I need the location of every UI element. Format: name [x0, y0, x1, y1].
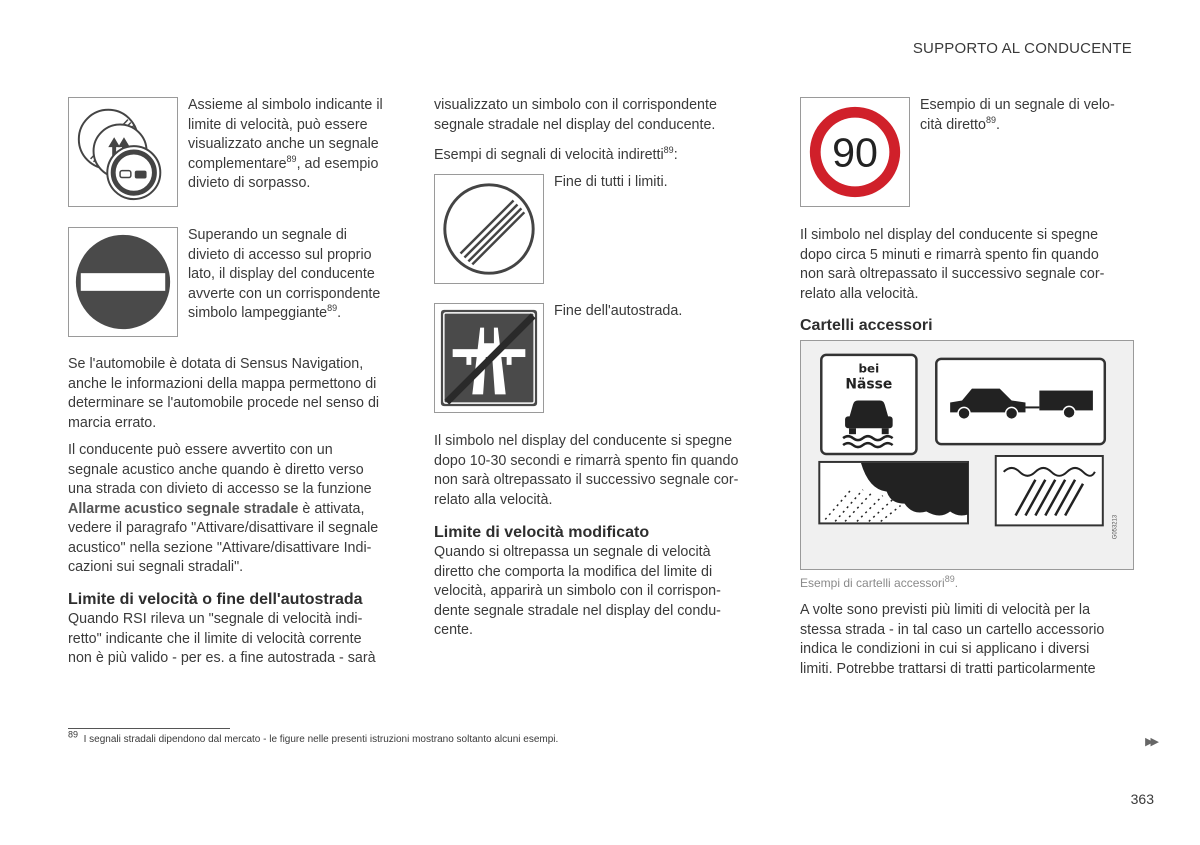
rsi-paragraph: Quando RSI rileva un "segnale di velocità indi- retto" indicante che il limite di velocità corrente non è più valido - per es. a fine autostrada - sarà [68, 611, 376, 666]
heading-speed-limit-end: Limite di velocità o fine dell'autostrada [68, 591, 363, 608]
speed-value: 90 [832, 129, 878, 176]
footnote-ref[interactable]: 89 [985, 114, 996, 125]
footnote-text: I segnali stradali dipendono dal mercato - le figure nelle presenti istruzioni mostrano soltanto alcuni esempi. [83, 734, 559, 745]
overtaking-signs-figure [68, 97, 178, 207]
no-entry-sign-figure [68, 227, 178, 337]
end-of-all-limits-sign-figure [434, 174, 544, 284]
section-title: SUPPORTO AL CONDUCENTE [912, 40, 1132, 57]
accessory-signs-figure [800, 340, 1134, 570]
display-continuation-paragraph: visualizzato un simbolo con il corrispondente segnale stradale nel display del conducente. [434, 97, 717, 133]
speed-90-sign-figure [800, 97, 910, 207]
modified-limit-paragraph: Quando si oltrepassa un segnale di velocità diretto che comporta la modifica del limite di velocità, apparirà un simbolo con il corrispon- dente segnale stradale nel display del condu- cente. [434, 544, 721, 638]
end-of-motorway-label: Fine dell'autostrada. [554, 303, 683, 319]
multiple-limits-paragraph: A volte sono previsti più limiti di velocità per la stessa strada - in tal caso un cartello accessorio indica le condizioni in cui si applicano i diversi limiti. Potrebbe trattarsi di tratti particolarmente [800, 602, 1105, 677]
overtaking-paragraph: Assieme al simbolo indicante il limite di velocità, può essere visualizzato anche un segnale complementare$^{89}$, ad esempio divieto di sorpasso. [188, 97, 383, 191]
direct-example-paragraph: Esempio di un segnale di velo- cità diretto$^{89}$. [920, 97, 1115, 133]
end-of-all-limits-label: Fine di tutti i limiti. [554, 174, 668, 190]
no-entry-paragraph: Superando un segnale di divieto di accesso sul proprio lato, il display del conducente avverte con un corrispondente simbolo lampeggiante$^{89}$. [188, 227, 381, 321]
footnote-rule [68, 728, 230, 729]
navigation-paragraph: Se l'automobile è dotata di Sensus Navigation, anche le informazioni della mappa permettono di determinare se l'automobile procede nel senso di marcia errato. [68, 356, 380, 431]
page-number: 363 [1130, 791, 1154, 807]
footnote-ref[interactable]: 89 [944, 574, 955, 584]
accessory-text-nasse: Nässe [845, 376, 893, 393]
acoustic-alarm-paragraph: Il conducente può essere avvertito con un segnale acustico anche quando è diretto verso una strada con divieto di accesso se la funzione Allarme acustico segnale stradale è attivata, vedere il paragrafo "Attivare/disattivare il segnale acustico" nella sezione "Attivare/disattivare Indi- cazioni sui segnali stradali". [68, 442, 379, 575]
heading-modified-limit: Limite di velocità modificato [434, 524, 650, 541]
figure-code: G053213 [1112, 514, 1119, 540]
heading-accessory-signs: Cartelli accessori [800, 317, 933, 334]
symbol-off-paragraph-2: Il simbolo nel display del conducente si spegne dopo circa 5 minuti e rimarrà spento fin quando non sarà oltrepassato il successivo segnale cor- relato alla velocità. [800, 227, 1105, 302]
indirect-examples-paragraph: Esempi di segnali di velocità indiretti$^{89}$: [434, 145, 678, 163]
footnote-ref[interactable]: 89 [286, 153, 297, 164]
footnote [68, 729, 559, 745]
accessory-text-bei: bei [858, 361, 880, 376]
end-of-motorway-sign-figure [434, 303, 544, 413]
double-triangle-right-icon[interactable]: ▶▶ [1145, 736, 1156, 748]
alarm-function-link[interactable]: Allarme acustico segnale stradale [68, 500, 299, 517]
footnote-number: 89 [68, 729, 79, 740]
symbol-off-paragraph-1: Il simbolo nel display del conducente si spegne dopo 10-30 secondi e rimarrà spento fin quando non sarà oltrepassato il successivo segnale cor- relato alla velocità. [434, 433, 739, 508]
accessory-caption: Esempi di cartelli accessori$^{89}$. [800, 574, 959, 590]
footnote-ref[interactable]: 89 [663, 145, 674, 156]
footnote-ref[interactable]: 89 [327, 303, 338, 314]
